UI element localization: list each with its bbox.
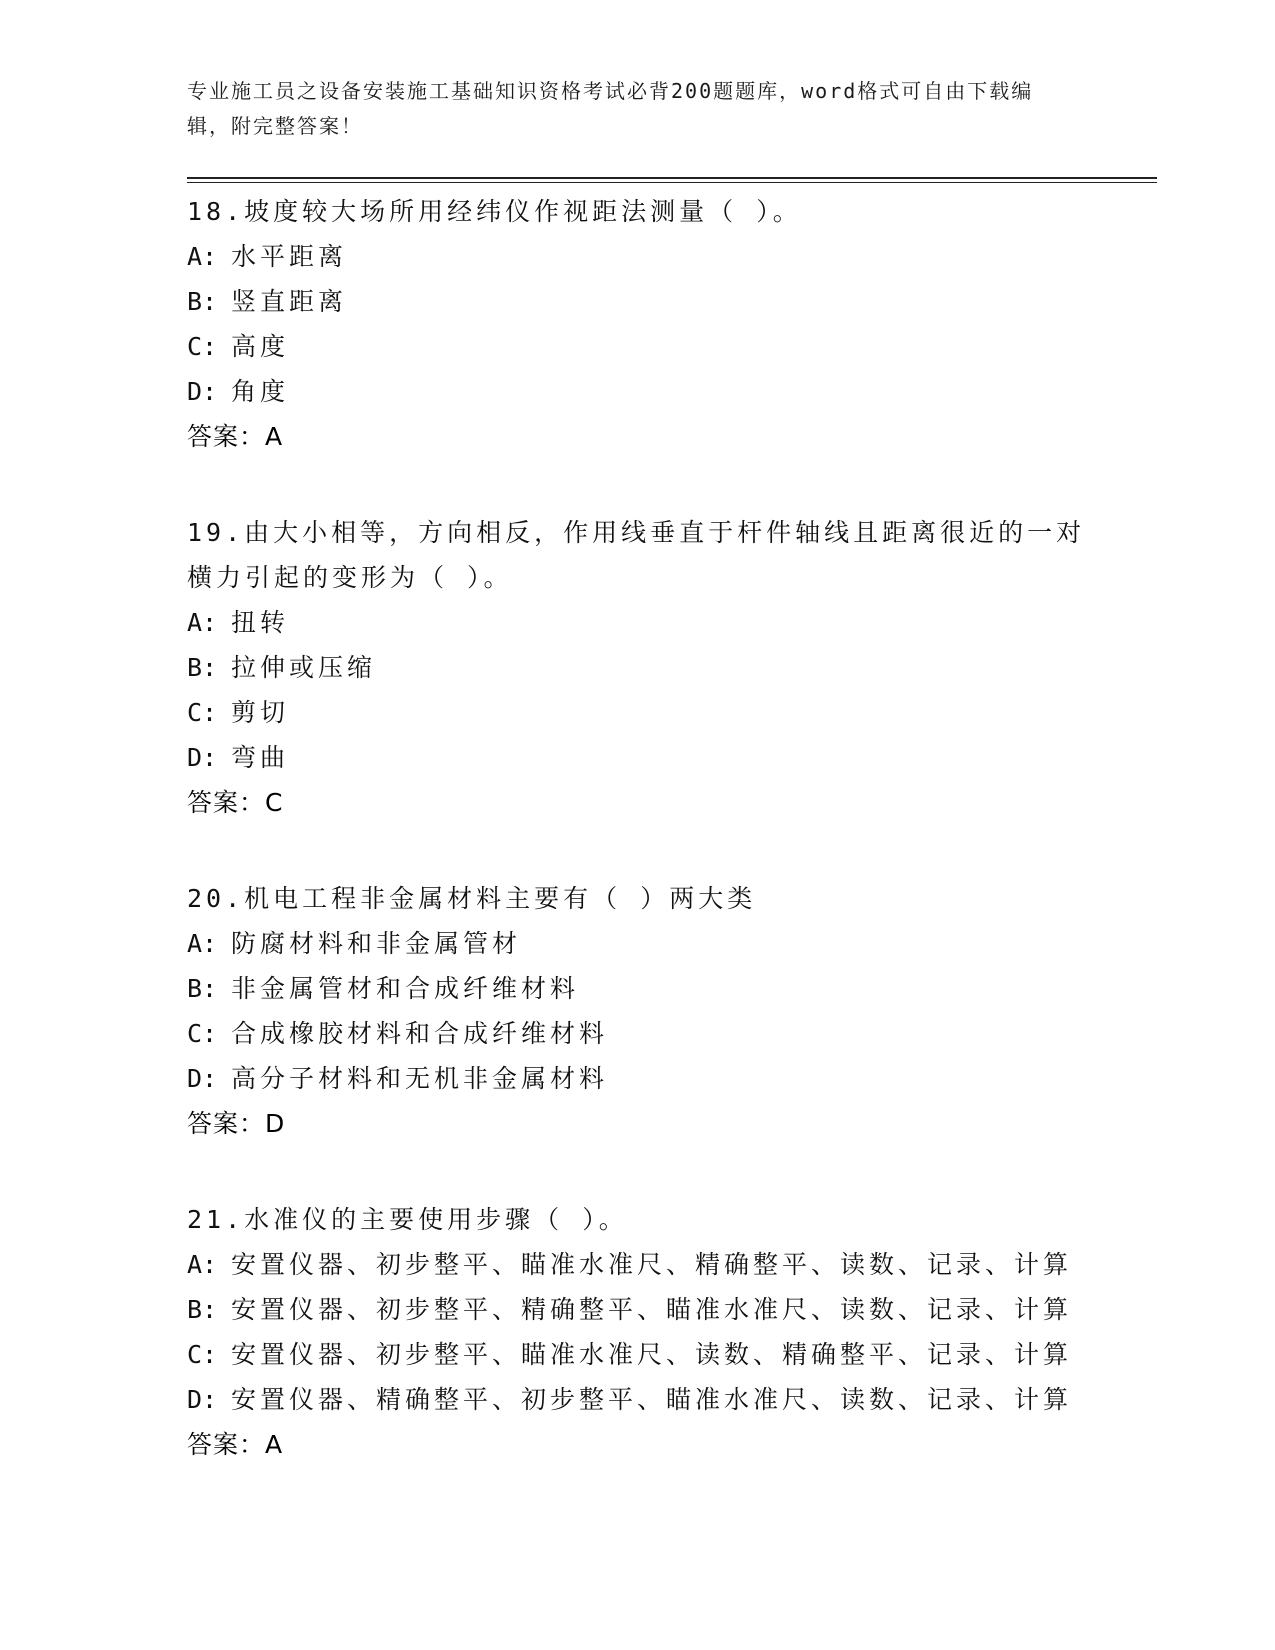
option-key: A: [187,1250,218,1279]
option-text: 角度 [231,377,290,406]
option-c [187,1011,1087,1056]
option-key: D: [187,1385,218,1414]
option-text: 非金属管材和合成纤维材料 [231,974,580,1003]
option-a [187,600,1087,645]
option-text: 拉伸或压缩 [231,653,377,682]
document-header: 专业施工员之设备安装施工基础知识资格考试必背200题题库，word格式可自由下载编辑，附完整答案！ [187,79,1034,138]
option-text: 高度 [231,332,290,361]
option-text: 竖直距离 [231,287,348,316]
option-d [187,1377,1087,1422]
answer-line: 答案：A [187,1430,284,1459]
option-d [187,735,1087,780]
option-text: 扭转 [231,608,290,637]
option-key: A: [187,929,218,958]
option-a [187,921,1087,966]
option-key: D: [187,743,218,772]
option-text: 安置仪器、初步整平、瞄准水准尺、精确整平、读数、记录、计算 [231,1250,1073,1279]
header-divider-thin [187,182,1157,183]
option-key: D: [187,377,218,406]
option-text: 防腐材料和非金属管材 [231,929,522,958]
option-key: A: [187,608,218,637]
option-key: B: [187,1295,218,1324]
option-key: D: [187,1064,218,1093]
option-c [187,690,1087,735]
option-key: C: [187,698,218,727]
option-b [187,645,1087,690]
question-stem: 19.由大小相等，方向相反，作用线垂直于杆件轴线且距离很近的一对横力引起的变形为（ ）。 [187,518,1086,592]
option-b [187,1287,1087,1332]
option-key: B: [187,653,218,682]
option-d [187,1056,1087,1101]
option-text: 剪切 [231,698,290,727]
answer-line: 答案：A [187,422,284,451]
option-text: 弯曲 [231,743,290,772]
header-divider-thick [187,177,1157,179]
option-text: 安置仪器、精确整平、初步整平、瞄准水准尺、读数、记录、计算 [231,1385,1073,1414]
option-d [187,369,1087,414]
option-key: C: [187,1340,218,1369]
question-stem: 21.水准仪的主要使用步骤（ ）。 [187,1205,628,1234]
question-stem: 20.机电工程非金属材料主要有（ ）两大类 [187,884,757,913]
option-key: B: [187,974,218,1003]
question-18 [187,189,1087,459]
question-19 [187,510,1087,825]
option-b [187,279,1087,324]
option-text: 安置仪器、初步整平、精确整平、瞄准水准尺、读数、记录、计算 [231,1295,1073,1324]
question-20 [187,876,1087,1146]
option-text: 合成橡胶材料和合成纤维材料 [231,1019,609,1048]
question-stem: 18.坡度较大场所用经纬仪作视距法测量（ ）。 [187,197,802,226]
question-21 [187,1197,1087,1467]
option-key: B: [187,287,218,316]
option-key: C: [187,332,218,361]
option-text: 水平距离 [231,242,348,271]
option-c [187,324,1087,369]
option-a [187,1242,1087,1287]
answer-line: 答案：D [187,1109,286,1138]
option-text: 安置仪器、初步整平、瞄准水准尺、读数、精确整平、记录、计算 [231,1340,1073,1369]
option-b [187,966,1087,1011]
option-text: 高分子材料和无机非金属材料 [231,1064,609,1093]
option-key: C: [187,1019,218,1048]
answer-line: 答案：C [187,788,284,817]
option-c [187,1332,1087,1377]
option-a [187,234,1087,279]
option-key: A: [187,242,218,271]
